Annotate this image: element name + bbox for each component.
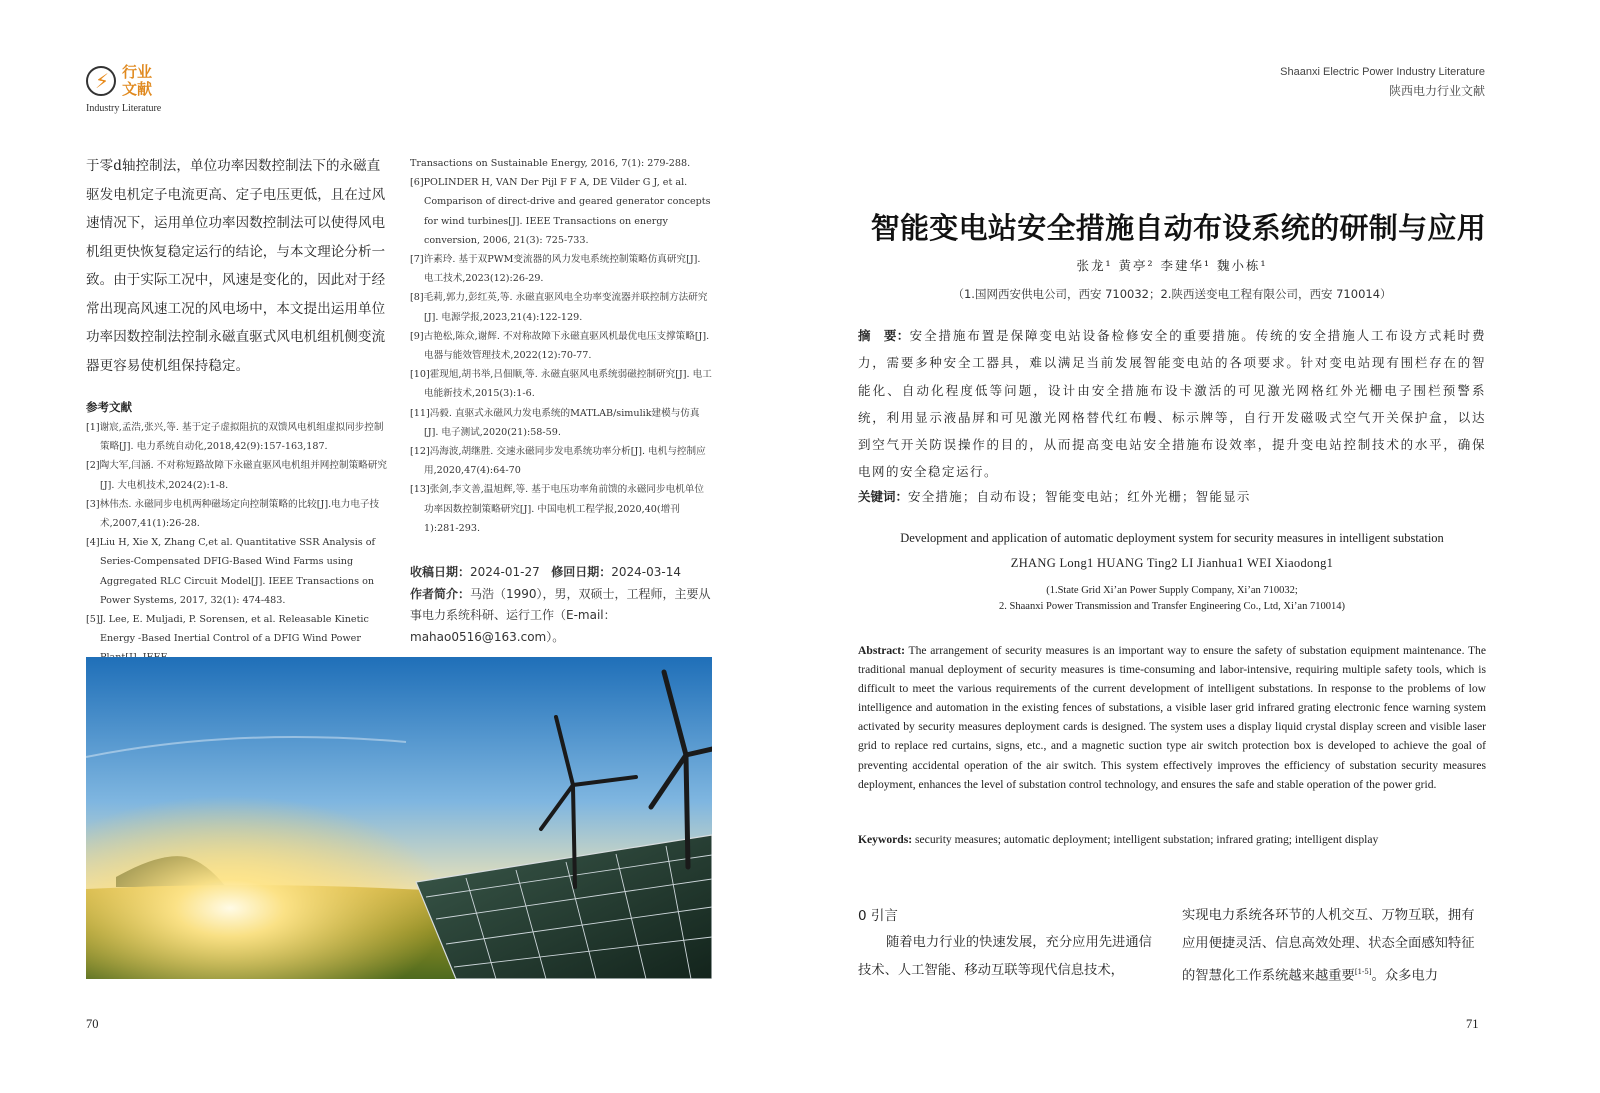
abstract-en bbox=[858, 641, 1486, 794]
reference-item: [11]冯毅. 直驱式永磁风力发电系统的MATLAB/simulik建模与仿真[J]. 电子测试,2020(21):58-59. bbox=[410, 407, 700, 438]
reference-item: [3]林伟杰. 永磁同步电机两种磁场定向控制策略的比较[J].电力电子技术,2007,41(1):26-28. bbox=[86, 498, 380, 530]
keywords-label-cn: 关键词： bbox=[858, 489, 909, 504]
affiliation-cn: （1.国网西安供电公司，西安 710032；2.陕西送变电工程有限公司，西安 710014） bbox=[952, 287, 1392, 301]
page-number-right: 71 bbox=[1466, 1017, 1479, 1031]
page-number-left: 70 bbox=[86, 1017, 99, 1031]
citation-mark: [1-5] bbox=[1354, 968, 1372, 976]
keywords-text-en: security measures; automatic deployment; intelligent substation; infrared grating; intelligent display bbox=[915, 833, 1379, 846]
body-paragraph: 于零d轴控制法，单位功率因数控制法下的永磁直驱发电机定子电流更高、定子电压更低，且在过风速情况下，运用单位功率因数控制法可以使得风电机组更快恢复稳定运行的结论，与本文理论分析一致。由于实际工况中，风速是变化的，因此对于经常出现高风速工况的风电场中，本文提出运用单位功率因数控制法控制永磁直驱式风电机组机侧变流器更容易使机组保持稳定。 bbox=[86, 158, 386, 374]
reference-list-right bbox=[410, 154, 713, 538]
author-bio bbox=[410, 584, 713, 649]
intro-paragraph-left bbox=[858, 929, 1158, 985]
sunset-wind-turbines-solar-panels-photo bbox=[86, 657, 712, 979]
section-logo-subtitle: Industry Literature bbox=[86, 103, 162, 114]
abstract-label-en: Abstract: bbox=[858, 644, 906, 657]
keywords-label-en: Keywords: bbox=[858, 833, 913, 846]
lightning-logo-icon: ⚡ bbox=[86, 66, 116, 96]
journal-name-cn: 陕西电力行业文献 bbox=[1388, 84, 1485, 98]
reference-item: [12]冯海波,胡继胜. 交速永磁同步发电系统功率分析[J]. 电机与控制应用,2020,47(4):64-70 bbox=[410, 446, 706, 477]
reference-list-left bbox=[86, 418, 390, 668]
journal-name-en: Shaanxi Electric Power Industry Literature bbox=[1280, 66, 1485, 78]
intro-text-right-end: 。众多电力 bbox=[1371, 968, 1439, 984]
reference-item: [13]张剑,李文善,温旭辉,等. 基于电压功率角前馈的永磁同步电机单位功率因数控制策略研究[J]. 中国电机工程学报,2020,40(增刊1):281-293. bbox=[410, 484, 704, 534]
keywords-en bbox=[858, 833, 1486, 846]
intro-text-right: 实现电力系统各环节的人机交互、万物互联，拥有应用便捷灵活、信息高效处理、状态全面感知特征的智慧化工作系统越来越重要 bbox=[1182, 908, 1475, 984]
author-bio-label: 作者简介： bbox=[410, 586, 471, 601]
dates-line bbox=[410, 562, 713, 584]
reference-item: Transactions on Sustainable Energy, 2016, 7(1): 279-288. bbox=[410, 158, 691, 169]
received-date: 2024-01-27 bbox=[470, 565, 540, 579]
intro-text-left: 随着电力行业的快速发展，充分应用先进通信技术、人工智能、移动互联等现代信息技术， bbox=[858, 935, 1152, 978]
section-heading-intro: 0 引言 bbox=[858, 908, 898, 924]
affiliation-en-line: (1.State Grid Xi’an Power Supply Company, Xi’an 710032; bbox=[1046, 585, 1298, 596]
reference-item: [10]霍现旭,胡书举,吕佃顺,等. 永磁直驱风电系统弱磁控制研究[J]. 电工电能新技术,2015(3):1-6. bbox=[410, 369, 712, 400]
revised-label: 修回日期： bbox=[551, 565, 612, 579]
abstract-text-cn: 安全措施布置是保障变电站设备检修安全的重要措施。传统的安全措施人工布设方式耗时费力，需要多种安全工器具，难以满足当前发展智能变电站的各项要求。针对变电站现有围栏存在的智能化、自动化程度低等问题，设计由安全措施布设卡激活的可见激光网格红外光栅电子围栏预警系统，利用显示液晶屏和可见激光网格替代红布幔、标示牌等，自行开发磁吸式空气开关保护盒，以达到空气开关防误操作的目的，从而提高变电站安全措施布设效率，提升变电站控制技术的水平，确保电网的安全稳定运行。 bbox=[858, 328, 1486, 480]
article-title: 智能变电站安全措施自动布设系统的研制与应用 bbox=[870, 211, 1486, 245]
affiliation-en bbox=[858, 583, 1486, 615]
reference-item: [2]陶大军,闫涵. 不对称短路故障下永磁直驱风电机组并网控制策略研究[J]. 大电机技术,2024(2):1-8. bbox=[86, 460, 387, 491]
reference-item: [6]POLINDER H, VAN Der Pijl F F A, DE Vilder G J, et al. Comparison of direct-drive and geared generator concepts for wind turbines[J]. IEEE Transactions on energy conversion, 2006, 21(3): 725-733. bbox=[410, 177, 711, 246]
reference-item: [9]古艳松,陈众,谢辉. 不对称故障下永磁直驱风机最优电压支撑策略[J]. 电器与能效管理技术,2022(12):70-77. bbox=[410, 330, 710, 362]
abstract-cn bbox=[858, 322, 1486, 486]
article-title-en: Development and application of automatic deployment system for security measures in intelligent substation bbox=[900, 531, 1444, 545]
keywords-cn bbox=[858, 487, 1486, 505]
reference-item: [4]Liu H, Xie X, Zhang C,et al. Quantitative SSR Analysis of Series-Compensated DFIG-Based Wind Farms using Aggregated RLC Circuit Model[J]. IEEE Transactions on Power Systems, 2017, 32(1): 474-483. bbox=[86, 537, 376, 606]
abstract-label-cn: 摘 要： bbox=[858, 328, 910, 343]
article-meta bbox=[410, 562, 713, 648]
reference-item: [5]J. Lee, E. Muljadi, P. Sorensen, et al. Releasable Kinetic Energy -Based Inertial Control of a DFIG Wind Power bbox=[86, 614, 369, 645]
received-label: 收稿日期： bbox=[410, 565, 471, 579]
author-bio-text: 马浩（1990），男，双硕士，工程师，主要从事电力系统科研、运行工作（E-mail：mahao0516@163.com）。 bbox=[410, 586, 711, 644]
reference-item: [8]毛莉,郭力,彭红英,等. 永磁直驱风电全功率变流器并联控制方法研究[J]. 电源学报,2023,21(4):122-129. bbox=[410, 292, 708, 323]
authors-en: ZHANG Long1 HUANG Ting2 LI Jianhua1 WEI Xiaodong1 bbox=[1010, 556, 1334, 570]
reference-item: [7]许素玲. 基于双PWM变流器的风力发电系统控制策略仿真研究[J]. 电工技术,2023(12):26-29. bbox=[410, 254, 701, 285]
references-heading: 参考文献 bbox=[86, 400, 132, 414]
authors-cn: 张龙¹ 黄亭² 李建华¹ 魏小栋¹ bbox=[1076, 258, 1268, 273]
intro-paragraph-right bbox=[1182, 902, 1486, 990]
keywords-text-cn: 安全措施；自动布设；智能变电站；红外光栅；智能显示 bbox=[908, 489, 1251, 504]
abstract-text-en: The arrangement of security measures is an important way to ensure the safety of substation equipment maintenance. The traditional manual deployment of security measures is time-consuming and labor-intensive, requiring multiple safety tools, which is difficult to meet the various requirements of the current development of intelligent substations. In response to the problems of low intelligence and automation in the existing fences of substations, a visible laser grid infrared grating electronic fence warning system activated by security measures deployment cards is designed. The system uses a display liquid crystal display screen and visible laser grid to replace red curtains, signs, etc., and a magnetic suction type air switch protection box is developed to achieve the goal of preventing accidental operation of the air switch. This system effectively improves the efficiency of substation security measures deployment, enhances the level of substation control technology, and ensures the safe and stable operation of the power grid. bbox=[858, 644, 1486, 791]
revised-date: 2024-03-14 bbox=[611, 565, 681, 579]
section-logo-text: 行业文献 bbox=[122, 63, 153, 98]
affiliation-en-line: 2. Shaanxi Power Transmission and Transfer Engineering Co., Ltd, Xi’an 710014) bbox=[999, 601, 1345, 612]
reference-item: [1]谢宸,孟浩,张兴,等. 基于定子虚拟阻抗的双馈风电机组虚拟同步控制策略[J]. 电力系统自动化,2018,42(9):157-163,187. bbox=[86, 422, 384, 453]
